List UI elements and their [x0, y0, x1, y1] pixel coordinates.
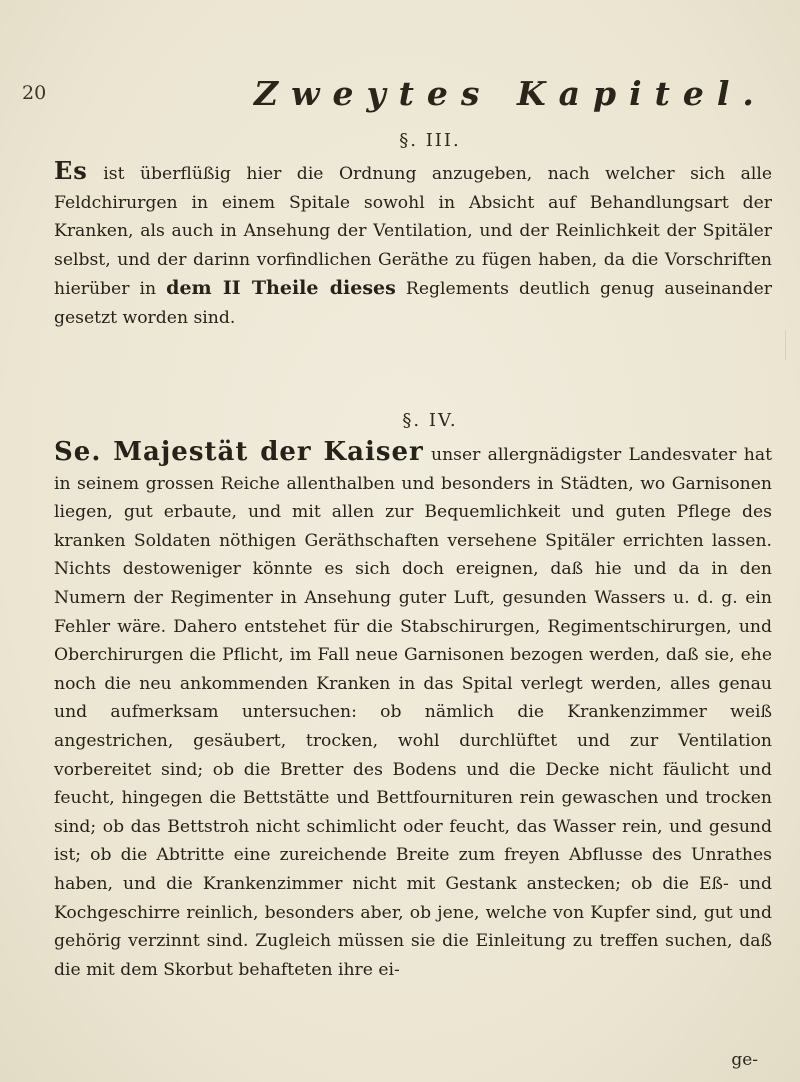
lead-words: Se. Majestät der Kaiser — [54, 437, 424, 467]
paragraph-text: unser allergnädigster Landesvater hat in seinem grossen Reiche allenthalben und besonders in Städten, wo Garnisonen liegen, gut erbaute, und mit allen zur Bequemlichkeit und guten Pflege des kranken Soldaten nöthigen Geräthschaften versehene Spitäler errichten lassen. Nichts destoweniger könnte es sich doch ereignen, daß hie und da in den Numern der Regimenter in Ansehung guter Luft, gesunden Wassers u. d. g. ein Fehler wäre. Dahero entstehet für die Stabschirurgen, Regimentschirurgen, und Oberchirurgen die Pflicht, im Fall neue Garnisonen bezogen werden, daß sie, ehe noch die neu ankommenden Kranken in das Spital verlegt werden, alles genau und aufmerksam untersuchen: ob nämlich die Krankenzimmer weiß angestrichen, gesäubert, trocken, wohl durchlüftet und zur Ventilation vorbereitet sind; ob die Bretter des Bodens und die Decke nicht fäulicht und feucht, hingegen die Bettstätte und Bettfournituren rein gewaschen und trocken sind; ob das Bettstroh nicht schimlicht oder feucht, das Wasser rein, und gesund ist; ob die Abtritte eine zureichende Breite zum freyen Abflusse des Unrathes haben, und die Krankenzimmer nicht mit Gestank anstecken; ob die Eß- und Kochgeschirre reinlich, besonders aber, ob jene, welche von Kupfer sind, gut und gehörig verzinnt sind. Zugleich müssen sie die Einleitung zu treffen suchen, daß die mit dem Skorbut behafteten ihre ei- — [54, 445, 772, 980]
catchword: ge- — [731, 1050, 758, 1070]
paragraph-section-3 — [54, 157, 772, 333]
emphasized-text: dem II Theile dieses — [166, 277, 396, 300]
running-head — [22, 74, 782, 113]
section-heading-3: §. III. — [399, 130, 461, 151]
paragraph-text: ist überflüßig hier die Ordnung anzugeben, nach welcher sich alle Feldchirurgen in einem Spitale sowohl in Absicht auf Behandlungsart der Kranken, als auch in Ansehung der Ventilation, und der Reinlichkeit der Spitäler selbst, und der darinn vorfindlichen Geräthe zu fügen haben, da die Vorschriften hierüber in — [54, 164, 772, 300]
paragraph-section-4 — [54, 438, 772, 984]
margin-mark — [767, 330, 786, 360]
page-number: 20 — [22, 82, 47, 104]
initial-word: Es — [54, 156, 88, 185]
section-heading-4: §. IV. — [402, 410, 458, 431]
chapter-title: Zweytes Kapitel. — [254, 74, 767, 113]
paragraph-text-continued: Reglements deutlich genug auseinander gesetzt worden sind. — [54, 279, 772, 328]
